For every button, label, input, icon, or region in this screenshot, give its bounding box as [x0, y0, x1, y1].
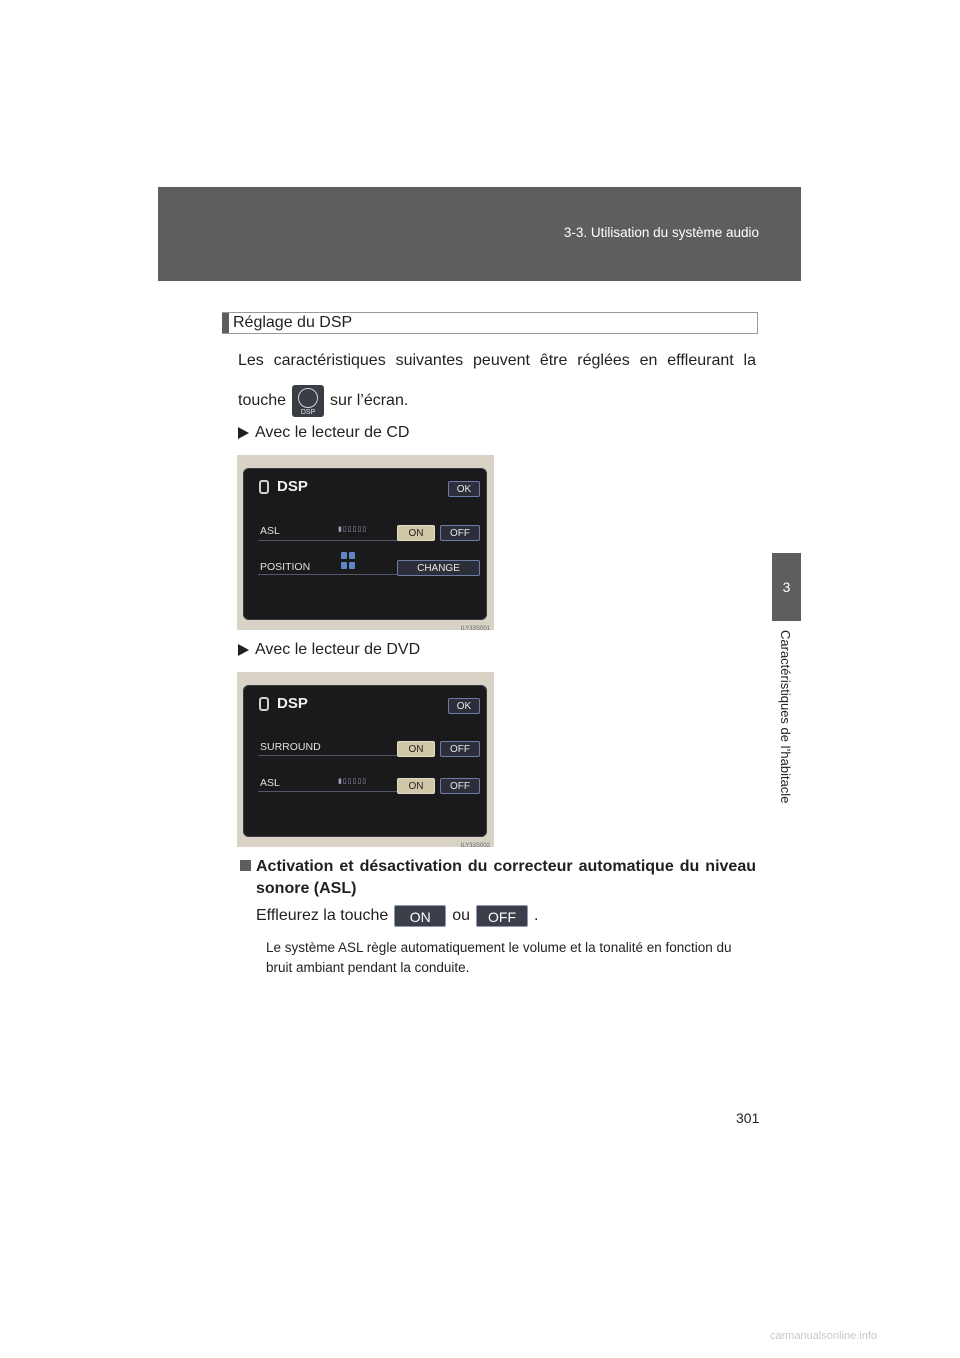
row-label-asl: ASL	[260, 777, 280, 789]
surround-off-button[interactable]: OFF	[440, 741, 480, 757]
asl-on-button[interactable]: ON	[397, 525, 435, 541]
bullet-cd-text: Avec le lecteur de CD	[255, 424, 410, 441]
asl-instruction	[256, 905, 538, 927]
music-note-icon	[259, 480, 269, 494]
intro-pre: touche	[238, 392, 287, 409]
intro-post: sur l’écran.	[330, 392, 409, 409]
row-divider	[258, 791, 401, 792]
row-label-position: POSITION	[260, 561, 311, 573]
seat-position-icon	[341, 552, 355, 570]
dsp-key-icon	[292, 385, 324, 417]
row-divider	[258, 755, 401, 756]
asl-note: Le système ASL règle automatiquement le volume et la tonalité en fonction du bruit ambiant pendant la conduite.	[266, 940, 732, 975]
asl-heading-line-2: sonore (ASL)	[256, 880, 357, 897]
header-band	[158, 187, 801, 281]
on-key: ON	[394, 905, 446, 927]
screen-display	[243, 685, 487, 837]
section-heading-text: Réglage du DSP	[233, 314, 353, 331]
off-key: OFF	[476, 905, 528, 927]
asl-on-button[interactable]: ON	[397, 778, 435, 794]
tap-or: ou	[452, 907, 471, 924]
volume-meter-icon: ▮▯▯▯▯▯	[338, 526, 368, 533]
row-label-surround: SURROUND	[260, 741, 321, 753]
tap-post: .	[534, 907, 539, 924]
page-number: 301	[736, 1110, 760, 1126]
volume-meter-icon: ▮▯▯▯▯▯	[338, 778, 368, 785]
intro-line-2	[238, 385, 408, 417]
screen-title-text: DSP	[277, 478, 308, 495]
position-change-button[interactable]: CHANGE	[397, 560, 480, 576]
row-divider	[258, 574, 401, 575]
figure-code: ILY33S002	[460, 843, 490, 849]
ok-button[interactable]: OK	[448, 481, 480, 497]
screen-display	[243, 468, 487, 620]
screen-title	[259, 478, 308, 495]
heading-bar	[222, 313, 229, 333]
asl-off-button[interactable]: OFF	[440, 525, 480, 541]
triangle-bullet-icon	[238, 644, 249, 656]
bullet-dvd-text: Avec le lecteur de DVD	[255, 641, 421, 658]
screen-title-text: DSP	[277, 695, 308, 712]
section-title-header: 3-3. Utilisation du système audio	[563, 225, 759, 240]
surround-on-button[interactable]: ON	[397, 741, 435, 757]
asl-off-button[interactable]: OFF	[440, 778, 480, 794]
dsp-screen-dvd	[237, 672, 494, 847]
dsp-key-label: DSP	[300, 409, 316, 416]
square-bullet-icon	[240, 860, 251, 871]
watermark: carmanualsonline.info	[770, 1330, 878, 1342]
asl-heading-line-1	[240, 856, 756, 878]
row-divider	[258, 540, 401, 541]
figure-code: ILY33S001	[460, 626, 490, 632]
bullet-cd	[238, 424, 409, 442]
triangle-bullet-icon	[238, 427, 249, 439]
chapter-label: Caractéristiques de l’habitacle	[778, 630, 793, 804]
intro-line-1: Les caractéristiques suivantes peuvent être réglées en effleurant la	[238, 352, 756, 369]
asl-heading	[240, 856, 756, 900]
chapter-tab: 3	[772, 553, 801, 621]
tap-pre: Effleurez la touche	[256, 907, 389, 924]
asl-heading-text: Activation et désactivation du correcteur automatique du niveau	[256, 858, 756, 875]
ok-button[interactable]: OK	[448, 698, 480, 714]
section-heading	[222, 312, 758, 334]
dsp-screen-cd	[237, 455, 494, 630]
dsp-dial-icon	[298, 388, 318, 408]
bullet-dvd	[238, 641, 420, 659]
screen-title	[259, 695, 308, 712]
row-label-asl: ASL	[260, 525, 280, 537]
music-note-icon	[259, 697, 269, 711]
